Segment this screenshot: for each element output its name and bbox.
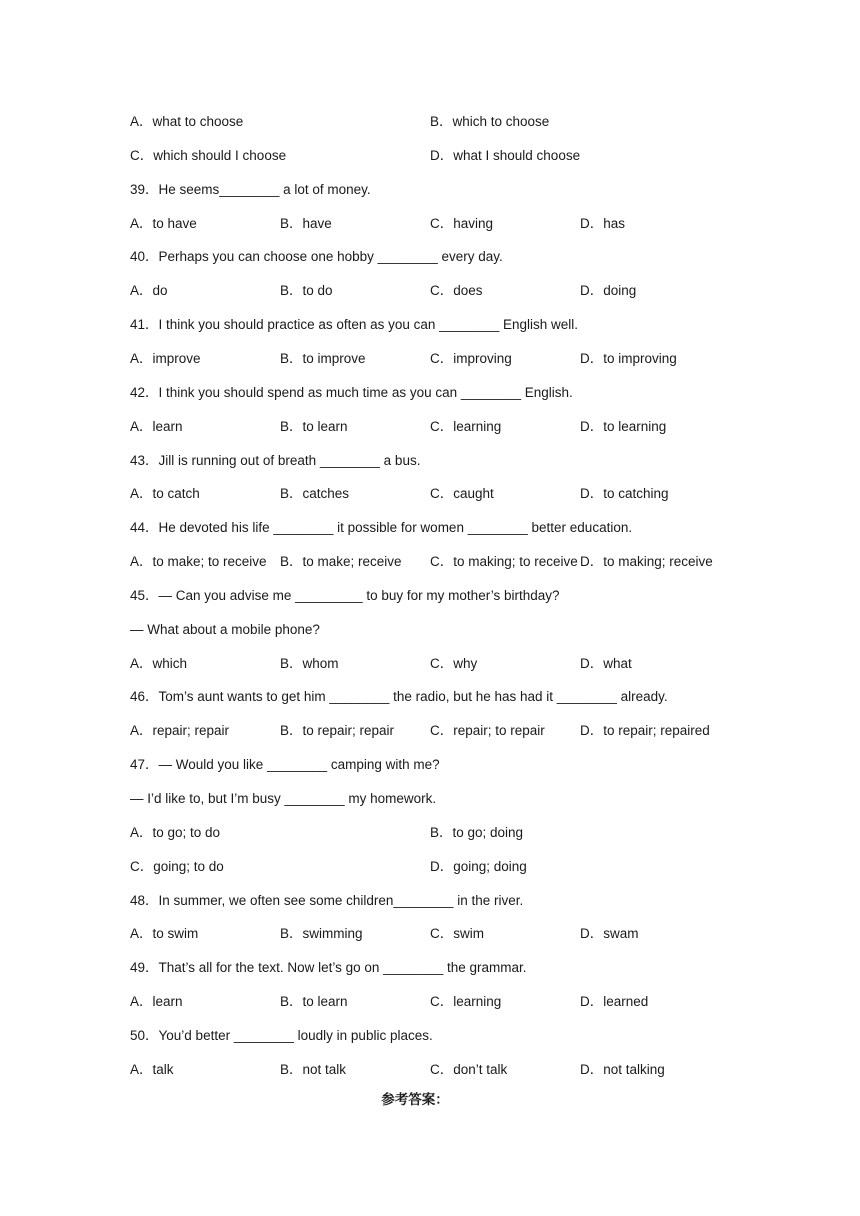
option-c: C．going; to do <box>130 859 224 874</box>
question-text: 45．— Can you advise me _________ to buy for my mother’s birthday? <box>130 588 560 603</box>
dialogue-line: — I’d like to, but I’m busy ________ my homework. <box>130 791 437 806</box>
option-c: C．don’t talk <box>430 1062 508 1077</box>
question-text: 41．I think you should practice as often as you can ________ English well. <box>130 317 579 332</box>
option-b: B．catches <box>280 486 350 501</box>
option-c: C．caught <box>430 486 494 501</box>
option-a: A．do <box>130 283 168 298</box>
option-d: D．to repair; repaired <box>580 723 710 738</box>
option-b: B．to improve <box>280 351 366 366</box>
question-text: 48．In summer, we often see some children________ in the river. <box>130 893 524 908</box>
dialogue-line: — What about a mobile phone? <box>130 622 320 637</box>
option-b: B．swimming <box>280 926 363 941</box>
option-row <box>130 350 730 368</box>
option-d: D．to catching <box>580 486 669 501</box>
option-b: B．which to choose <box>430 114 550 129</box>
option-c: C．does <box>430 283 483 298</box>
option-d: D．what I should choose <box>430 148 581 163</box>
option-a: A．learn <box>130 994 183 1009</box>
option-c: C．swim <box>430 926 484 941</box>
option-c: C．to making; to receive <box>430 554 578 569</box>
option-d: D．doing <box>580 283 637 298</box>
option-row <box>130 282 730 300</box>
question-text: 44．He devoted his life ________ it possible for women ________ better education. <box>130 520 633 535</box>
option-row <box>130 147 730 165</box>
option-row <box>130 215 730 233</box>
question-text: 39．He seems________ a lot of money. <box>130 182 371 197</box>
option-d: D．to learning <box>580 419 667 434</box>
question-text: 47．— Would you like ________ camping with me? <box>130 757 440 772</box>
option-c: C．learning <box>430 419 502 434</box>
option-a: A．to make; to receive <box>130 554 267 569</box>
option-b: B．to repair; repair <box>280 723 395 738</box>
option-row <box>130 1061 730 1079</box>
option-c: C．why <box>430 656 478 671</box>
option-c: C．having <box>430 216 494 231</box>
option-row <box>130 418 730 436</box>
option-b: B．have <box>280 216 332 231</box>
option-d: D．not talking <box>580 1062 665 1077</box>
option-d: D．what <box>580 656 632 671</box>
option-a: A．to swim <box>130 926 199 941</box>
option-d: D．going; doing <box>430 859 527 874</box>
answer-heading: 参考答案： <box>381 1092 449 1108</box>
option-a: A．learn <box>130 419 183 434</box>
option-b: B．to make; receive <box>280 554 402 569</box>
option-d: D．learned <box>580 994 649 1009</box>
option-a: A．to go; to do <box>130 825 221 840</box>
option-row <box>130 485 730 503</box>
option-row <box>130 553 730 571</box>
option-b: B．to do <box>280 283 333 298</box>
option-row <box>130 925 730 943</box>
option-b: B．to learn <box>280 994 348 1009</box>
option-a: A．talk <box>130 1062 174 1077</box>
option-d: D．has <box>580 216 626 231</box>
option-c: C．learning <box>430 994 502 1009</box>
option-d: D．to making; receive <box>580 554 713 569</box>
question-text: 50．You’d better ________ loudly in public places. <box>130 1028 433 1043</box>
option-d: D．swam <box>580 926 639 941</box>
question-text: 46．Tom’s aunt wants to get him ________ the radio, but he has had it ________ already. <box>130 689 668 704</box>
option-a: A．repair; repair <box>130 723 230 738</box>
option-row <box>130 113 730 131</box>
option-b: B．to learn <box>280 419 348 434</box>
question-text: 43．Jill is running out of breath ________ a bus. <box>130 453 421 468</box>
question-text: 42．I think you should spend as much time as you can ________ English. <box>130 385 573 400</box>
option-c: C．repair; to repair <box>430 723 545 738</box>
option-a: A．improve <box>130 351 201 366</box>
option-row <box>130 858 730 876</box>
option-b: B．whom <box>280 656 339 671</box>
option-a: A．to have <box>130 216 197 231</box>
question-text: 40．Perhaps you can choose one hobby ________ every day. <box>130 249 503 264</box>
option-d: D．to improving <box>580 351 677 366</box>
option-c: C．which should I choose <box>130 148 287 163</box>
option-row <box>130 655 730 673</box>
option-c: C．improving <box>430 351 512 366</box>
option-row <box>130 824 730 842</box>
option-row <box>130 722 730 740</box>
option-a: A．which <box>130 656 188 671</box>
question-text: 49．That’s all for the text. Now let’s go on ________ the grammar. <box>130 960 527 975</box>
option-a: A．what to choose <box>130 114 244 129</box>
option-row <box>130 993 730 1011</box>
option-b: B．not talk <box>280 1062 347 1077</box>
option-b: B．to go; doing <box>430 825 524 840</box>
option-a: A．to catch <box>130 486 200 501</box>
